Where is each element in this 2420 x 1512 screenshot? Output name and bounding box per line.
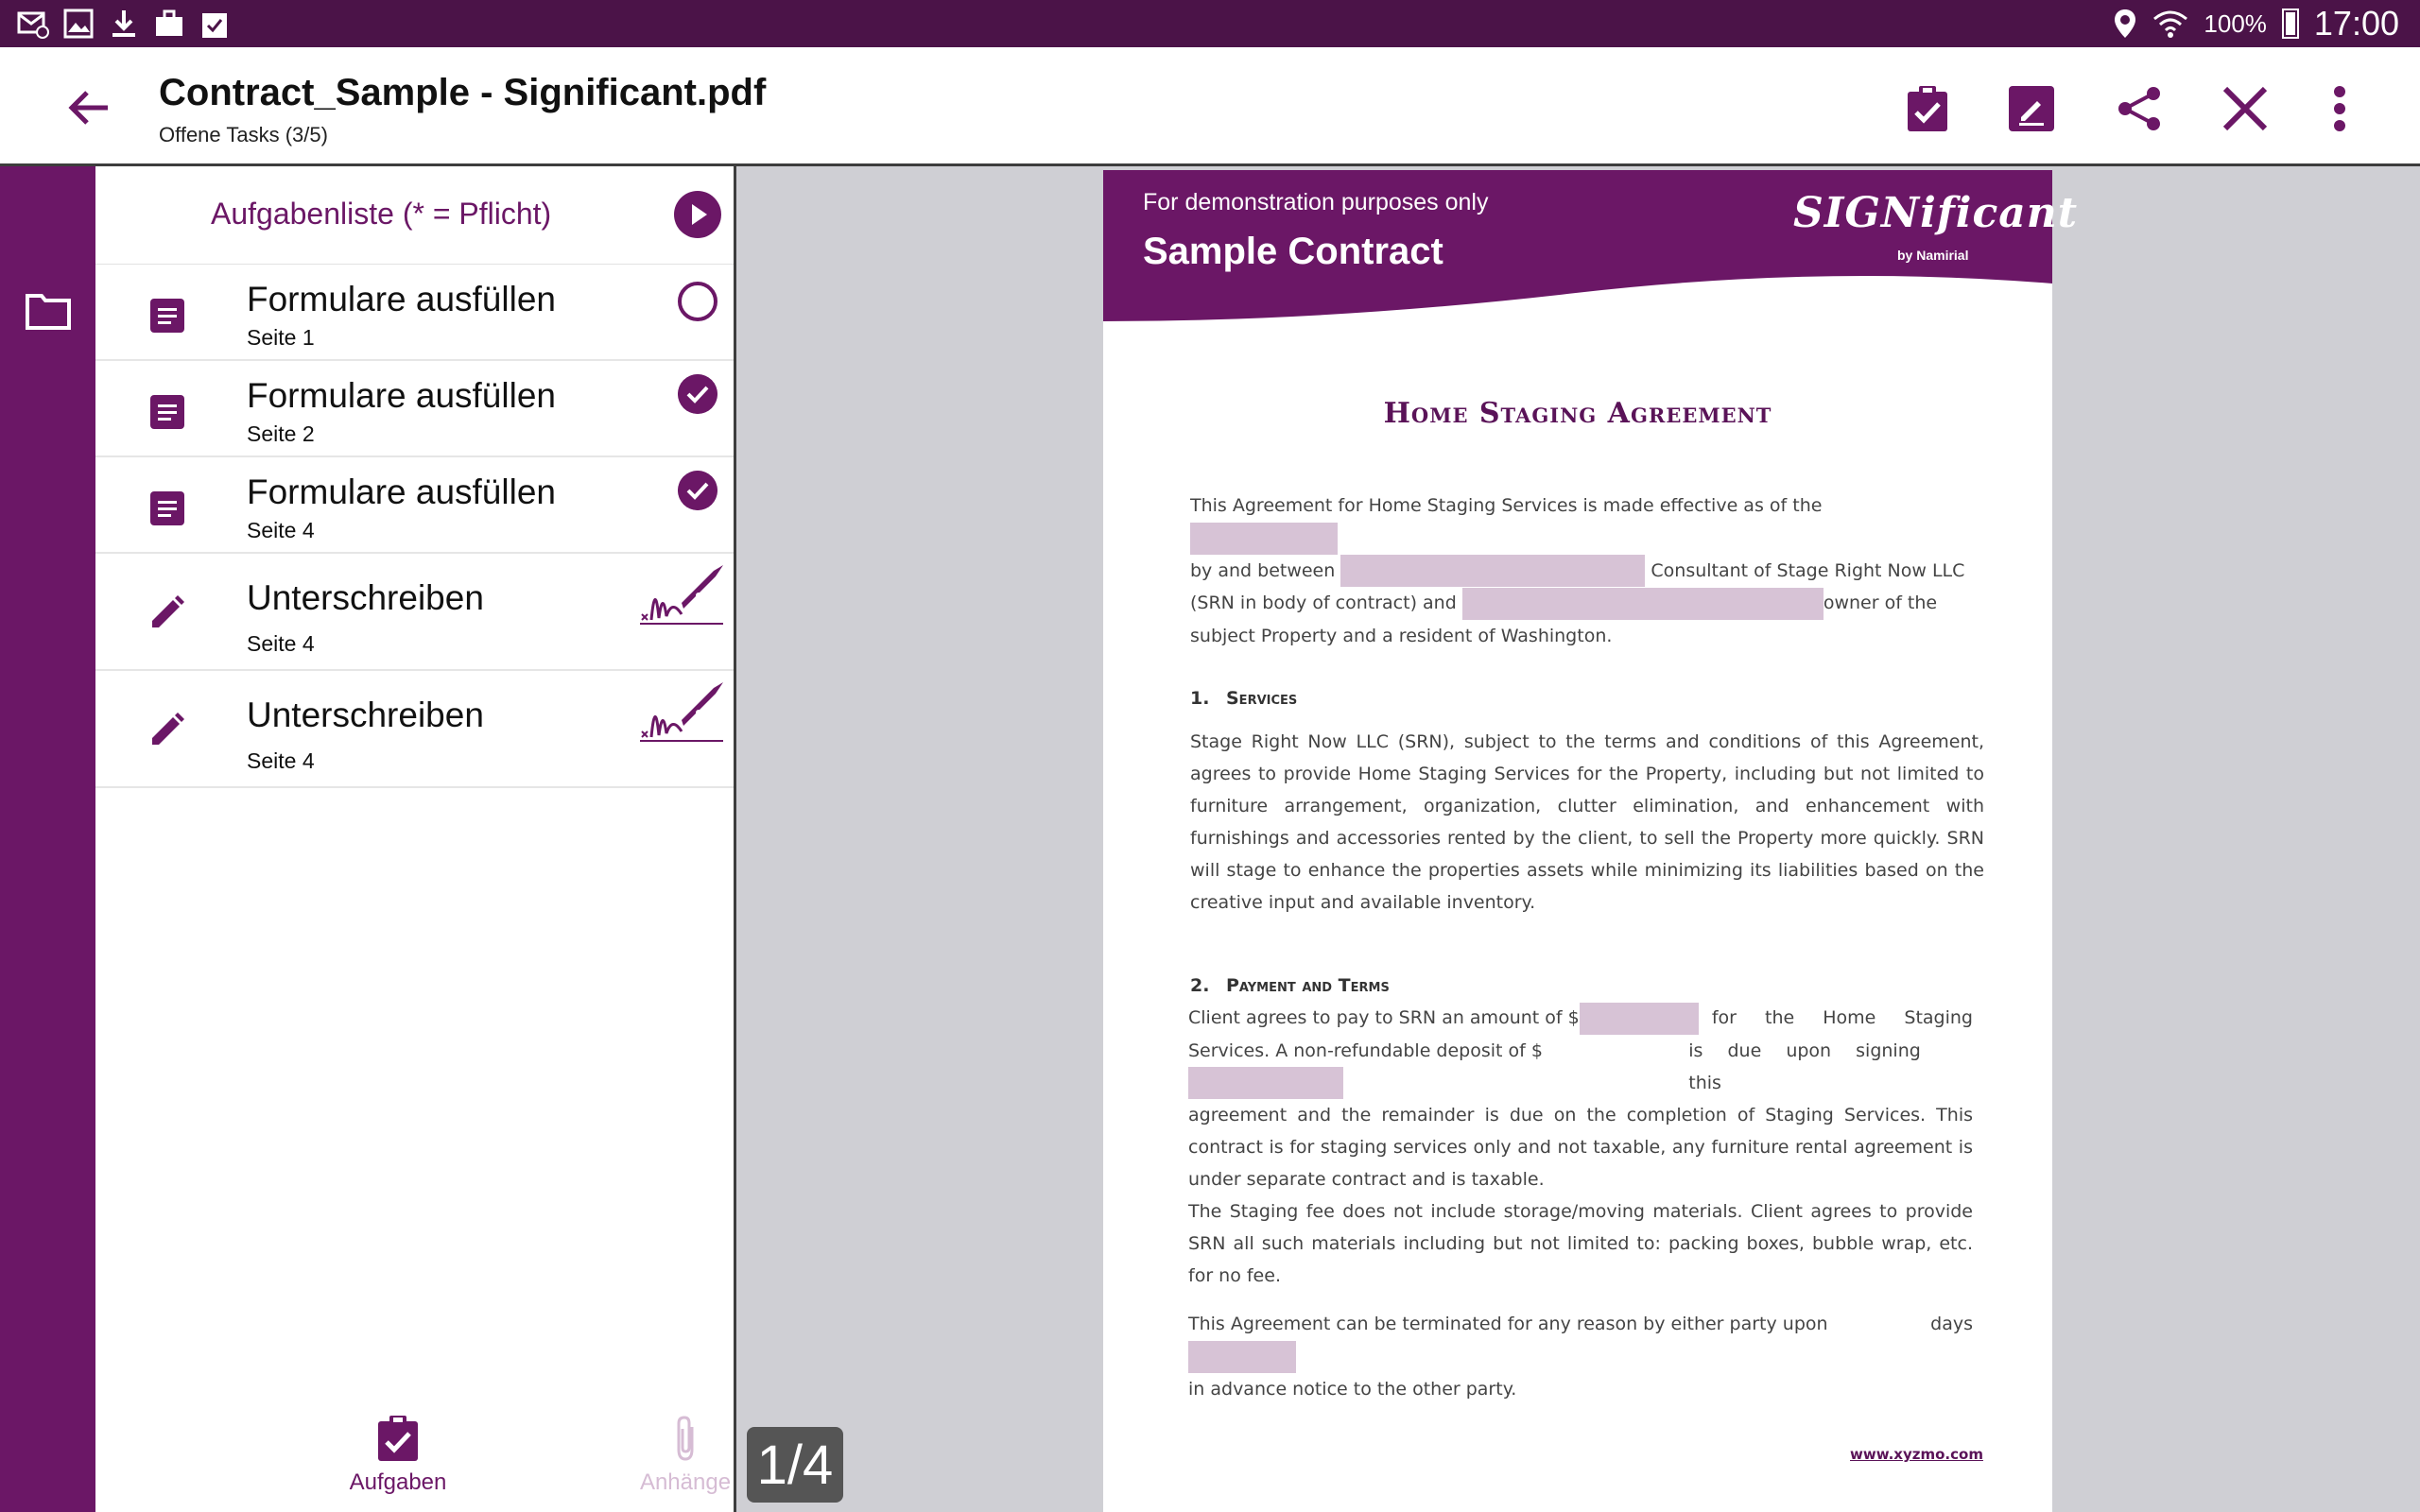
date-field[interactable]: [1190, 523, 1338, 555]
intro-text: This Agreement for Home Staging Services is made effective as of the: [1190, 495, 1823, 516]
task-page: Seite 4: [247, 748, 315, 773]
close-icon: [2221, 85, 2269, 132]
task-list-header: [95, 166, 734, 265]
signature-pen-icon: [638, 561, 725, 637]
left-rail: [0, 166, 95, 1512]
staging-fee-text: The Staging fee does not include storage/moving materials. Client agrees to provide SRN all such materials including but not limited to: packing boxes, bubble wrap, etc. for no fee.: [1188, 1201, 1973, 1286]
section-1-title: Services: [1226, 688, 1298, 709]
more-vert-icon: [2333, 85, 2346, 132]
clock: 17:00: [2313, 4, 2399, 43]
section-1-text: Stage Right Now LLC (SRN), subject to the terms and conditions of this Agreement, agrees to provide Home Staging Services for the Property, including but not limited to furniture arrangement, organization, clutter elimination, and enhancement with furnishings and accessories rented by the client, to sell the Property more quickly. SRN will stage to enhance the properties assets while minimizing its liabilities based on the creative input and available inventory.: [1190, 731, 1984, 913]
page-indicator: 1/4: [747, 1427, 843, 1503]
task-title: Unterschreiben: [247, 578, 484, 617]
location-icon: [2113, 8, 2137, 40]
pencil-icon: [148, 711, 186, 748]
signature-pen-icon: [638, 679, 725, 754]
task-page: Seite 4: [247, 518, 315, 542]
task-item[interactable]: [95, 457, 734, 554]
task-title: Formulare ausfüllen: [247, 376, 556, 415]
footer-link[interactable]: www.xyzmo.com: [1850, 1446, 1983, 1463]
amount-field[interactable]: [1580, 1003, 1699, 1035]
paperclip-icon: [671, 1414, 700, 1463]
form-icon: [148, 297, 186, 335]
app-bar: [0, 47, 2420, 166]
task-title: Unterschreiben: [247, 696, 484, 734]
tab-attachments[interactable]: [634, 1414, 736, 1508]
task-item[interactable]: [95, 554, 734, 671]
consultant-name-field[interactable]: [1340, 555, 1645, 587]
edit-button[interactable]: [2004, 81, 2059, 136]
wifi-icon: [2152, 8, 2188, 40]
document-page[interactable]: [1103, 170, 2079, 1512]
task-list-title: Aufgabenliste (* = Pflicht): [211, 197, 552, 231]
email-notification-icon: [17, 8, 49, 40]
intro-text: owner of the: [1823, 593, 1938, 613]
tab-tasks-label: Aufgaben: [349, 1469, 447, 1495]
deposit-field[interactable]: [1188, 1067, 1343, 1099]
close-button[interactable]: [2218, 81, 2273, 136]
contract-title: Sample Contract: [1143, 231, 1443, 272]
share-icon: [2116, 85, 2163, 132]
edit-document-icon: [2008, 85, 2055, 132]
days-field[interactable]: [1188, 1341, 1296, 1373]
pencil-icon: [148, 593, 186, 631]
demo-note: For demonstration purposes only: [1143, 189, 1489, 215]
battery-icon: [2282, 9, 2299, 39]
payment-text: agreement and the remainder is due on the completion of Staging Services. This contract is for staging services only and not taxable, any furniture rental agreement is under separate contract and is taxable.: [1188, 1105, 1973, 1190]
gallery-icon: [62, 8, 95, 40]
open-tasks-count: Offene Tasks (3/5): [159, 123, 328, 146]
task-item[interactable]: [95, 671, 734, 788]
overflow-menu-button[interactable]: [2312, 81, 2367, 136]
battery-percent: 100%: [2204, 9, 2267, 38]
form-icon: [148, 393, 186, 431]
section-2-title: Payment and Terms: [1226, 975, 1390, 996]
task-done-check-icon: [678, 374, 717, 414]
owner-name-field[interactable]: [1462, 588, 1824, 620]
termination-paragraph: [1188, 1308, 1973, 1405]
task-page: Seite 4: [247, 631, 315, 656]
tasks-button[interactable]: [1900, 81, 1955, 136]
form-icon: [148, 490, 186, 527]
task-title: Formulare ausfüllen: [247, 280, 556, 318]
section-2-number: 2.: [1190, 975, 1210, 996]
intro-text: (SRN in body of contract) and: [1190, 593, 1457, 613]
task-panel: [95, 166, 736, 1512]
folder-icon[interactable]: [25, 291, 72, 331]
payment-text: for the Home Staging: [1711, 1007, 1973, 1028]
significant-logo: SIGNificant: [1793, 189, 2079, 237]
termination-text: This Agreement can be terminated for any reason by either party upon: [1188, 1314, 1828, 1334]
tab-attachments-label: Anhänge: [639, 1469, 732, 1495]
status-bar: [0, 0, 2420, 47]
back-arrow-icon[interactable]: [66, 87, 113, 129]
intro-text: Consultant of Stage Right Now LLC: [1651, 559, 1965, 581]
task-page: Seite 2: [247, 421, 315, 446]
section-1-number: 1.: [1190, 688, 1210, 709]
download-icon: [108, 8, 140, 40]
intro-text: subject Property and a resident of Washington.: [1190, 625, 1613, 646]
start-tasks-play-icon[interactable]: [674, 191, 721, 238]
status-bar-right: [2113, 0, 2399, 47]
intro-text: by and between: [1190, 559, 1336, 581]
task-done-check-icon: [678, 471, 717, 510]
share-button[interactable]: [2112, 81, 2167, 136]
clipboard-check-icon: [1906, 84, 1949, 133]
termination-text: days: [1930, 1314, 1973, 1334]
intro-paragraph: [1190, 490, 1965, 652]
tab-tasks[interactable]: [313, 1414, 483, 1508]
logo-byline: by Namirial: [1897, 248, 1969, 263]
payment-text: is due upon signing this: [1688, 1040, 1921, 1093]
task-item[interactable]: [95, 361, 734, 457]
document-title: Contract_Sample - Significant.pdf: [159, 72, 767, 113]
task-open-circle-icon: [678, 282, 717, 321]
payment-text: Client agrees to pay to SRN an amount of $: [1188, 1007, 1580, 1028]
task-title: Formulare ausfüllen: [247, 472, 556, 511]
task-item[interactable]: [95, 265, 734, 361]
clipboard-check-icon: [376, 1414, 420, 1463]
agreement-heading: Home Staging Agreement: [1383, 397, 1772, 430]
termination-text: in advance notice to the other party.: [1188, 1378, 1517, 1400]
briefcase-icon: [153, 8, 185, 40]
section-2-text: [1188, 1002, 1973, 1292]
task-clipboard-icon: [199, 8, 231, 40]
payment-text: Services. A non-refundable deposit of $: [1188, 1040, 1543, 1061]
task-page: Seite 1: [247, 325, 315, 350]
